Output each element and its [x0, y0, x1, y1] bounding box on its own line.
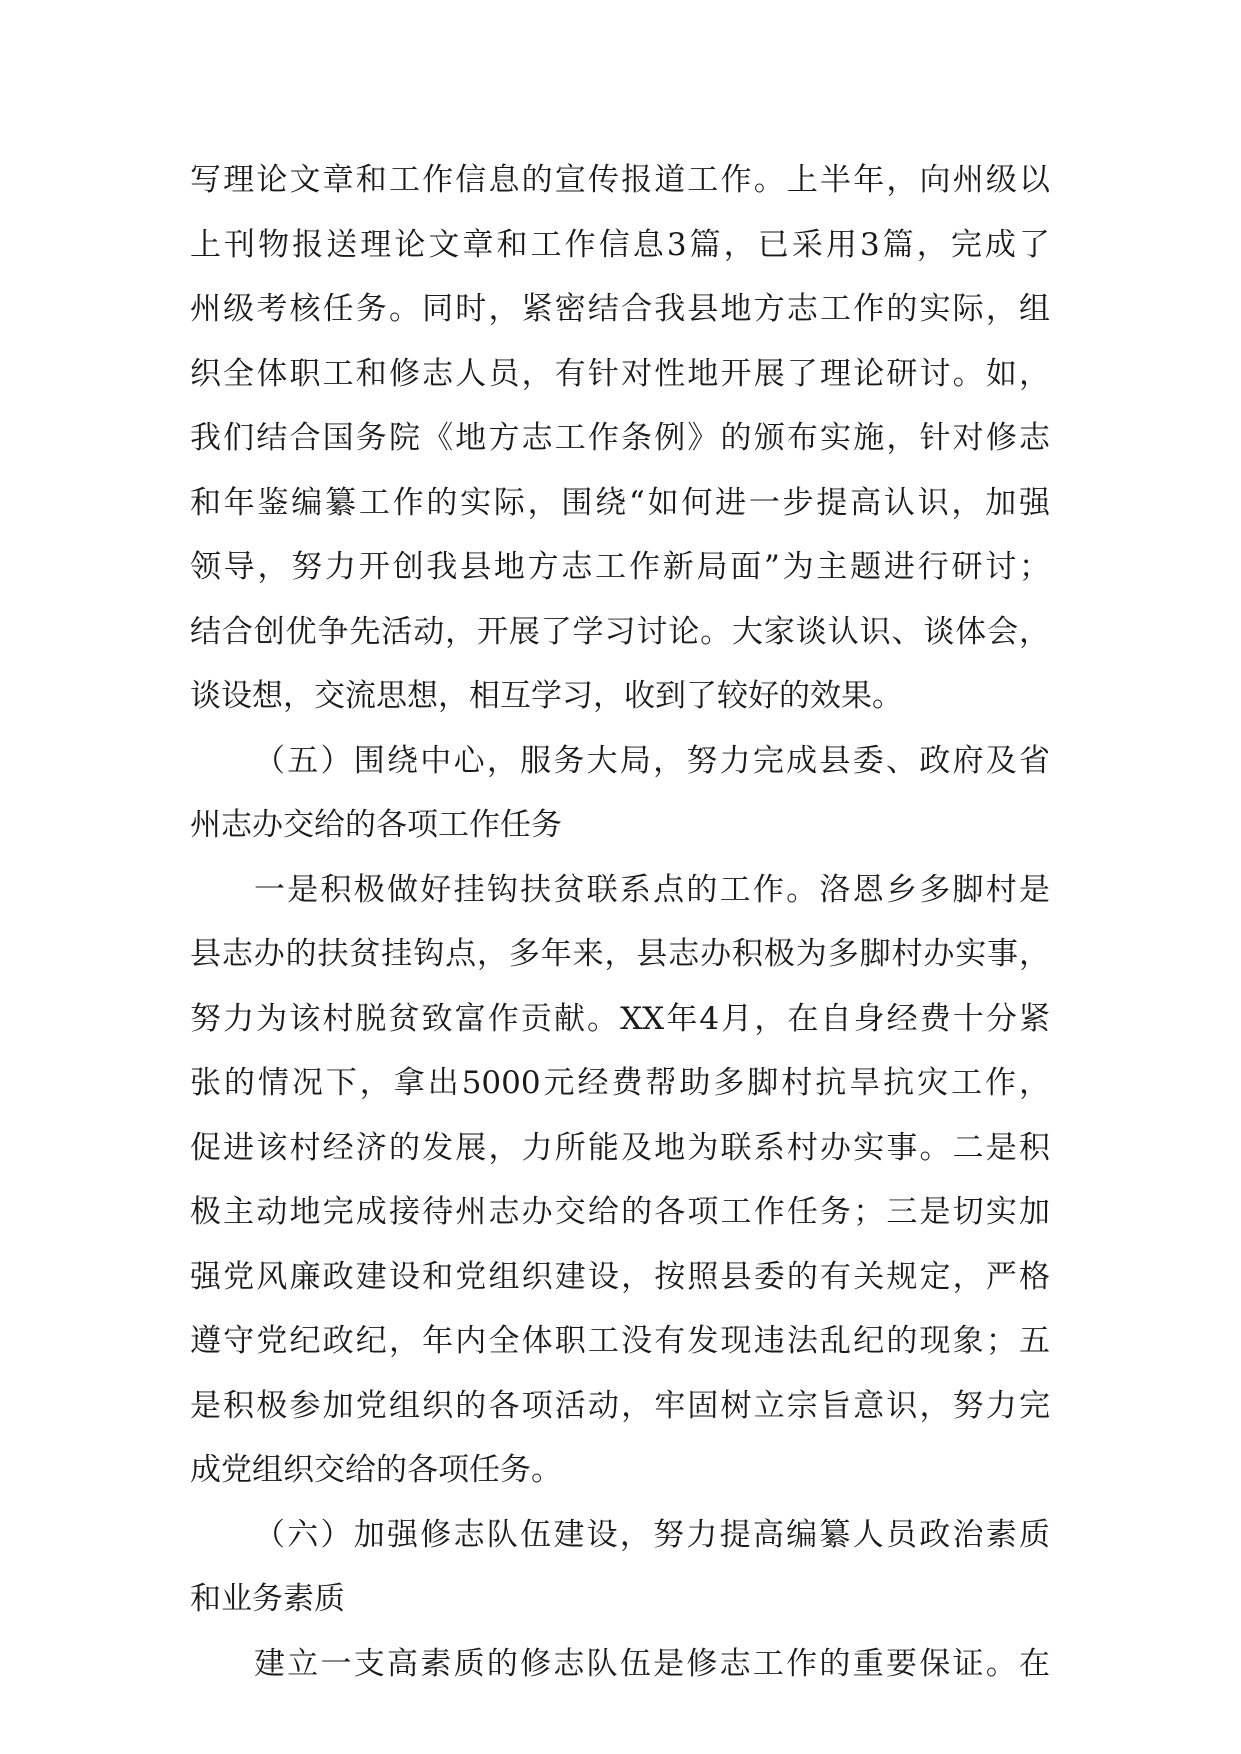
text-line: 县志办的扶贫挂钩点，多年来，县志办积极为多脚村办实事， — [190, 936, 1050, 972]
text-line: 织全体职工和修志人员，有针对性地开展了理论研讨。如， — [190, 355, 1050, 392]
text-line: 极主动地完成接待州志办交给的各项工作任务；三是切实加 — [190, 1194, 1050, 1230]
text-line: 促进该村经济的发展，力所能及地为联系村办实事。二是积 — [190, 1129, 1050, 1166]
text-line: 写理论文章和工作信息的宣传报道工作。上半年，向州级以 — [190, 162, 1050, 198]
text-line: 州级考核任务。同时，紧密结合我县地方志工作的实际，组 — [190, 291, 1050, 327]
section-heading-6: （六）加强修志队伍建设，努力提高编纂人员政治素质 — [254, 1516, 1050, 1553]
text-line: 建立一支高素质的修志队伍是修志工作的重要保证。在 — [254, 1645, 1050, 1682]
text-line: 上刊物报送理论文章和工作信息3篇，已采用3篇，完成了 — [190, 226, 1050, 263]
text-line: 一是积极做好挂钩扶贫联系点的工作。洛恩乡多脚村是 — [254, 871, 1050, 908]
section-heading-6-cont: 和业务素质 — [190, 1581, 345, 1617]
text-line: 结合创优争先活动，开展了学习讨论。大家谈认识、谈体会， — [190, 613, 1050, 650]
document-body — [190, 148, 1050, 1696]
text-line: 谈设想，交流思想，相互学习，收到了较好的效果。 — [190, 678, 903, 714]
text-line: 领导，努力开创我县地方志工作新局面”为主题进行研讨； — [190, 549, 1050, 585]
section-heading-5: （五）围绕中心，服务大局，努力完成县委、政府及省 — [254, 742, 1050, 779]
text-line: 张的情况下，拿出5000元经费帮助多脚村抗旱抗灾工作， — [190, 1065, 1050, 1101]
text-line: 成党组织交给的各项任务。 — [190, 1452, 562, 1488]
text-line: 我们结合国务院《地方志工作条例》的颁布实施，针对修志 — [190, 420, 1050, 456]
text-line: 强党风廉政建设和党组织建设，按照县委的有关规定，严格 — [190, 1258, 1050, 1295]
section-heading-5-cont: 州志办交给的各项工作任务 — [190, 807, 562, 843]
text-line: 遵守党纪政纪，年内全体职工没有发现违法乱纪的现象；五 — [190, 1323, 1050, 1359]
text-line: 是积极参加党组织的各项活动，牢固树立宗旨意识，努力完 — [190, 1387, 1050, 1424]
text-line: 和年鉴编纂工作的实际，围绕“如何进一步提高认识，加强 — [190, 484, 1050, 521]
text-line: 努力为该村脱贫致富作贡献。XX年4月，在自身经费十分紧 — [190, 1000, 1050, 1037]
